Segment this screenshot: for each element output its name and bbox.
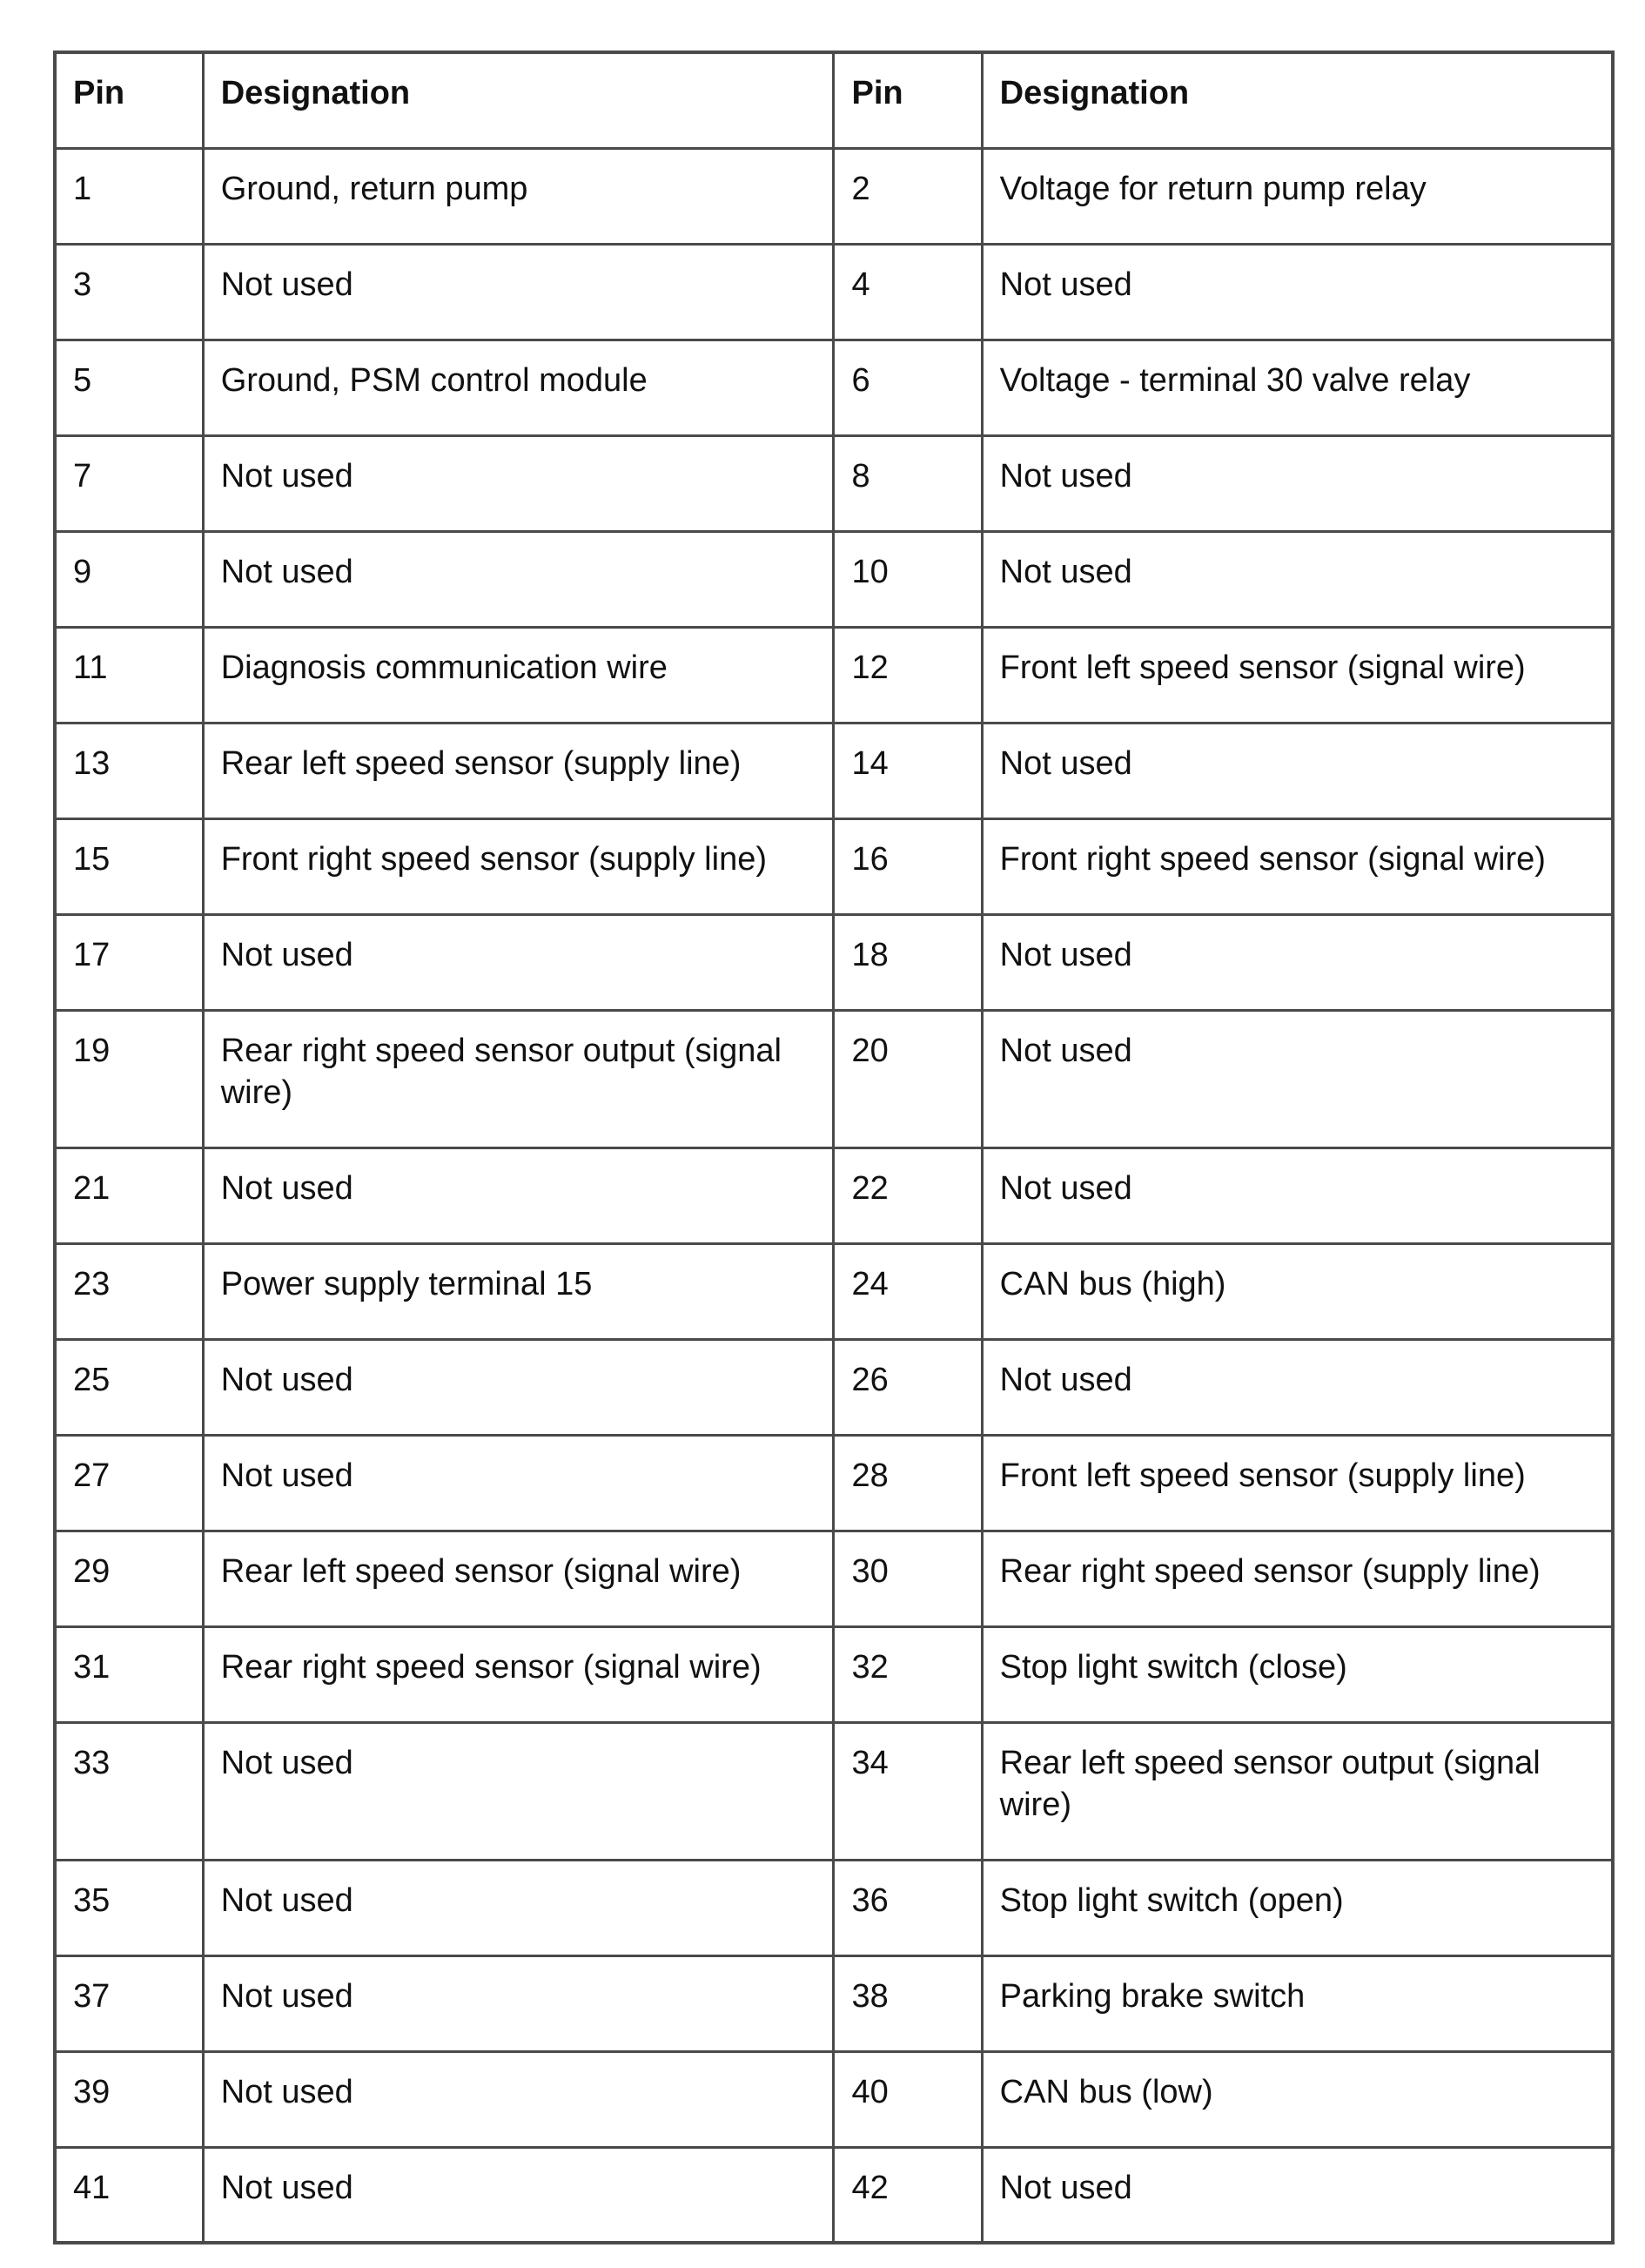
- designation-cell: Not used: [982, 914, 1613, 1010]
- pin-number-cell: 10: [834, 531, 982, 627]
- designation-cell: Not used: [203, 2147, 834, 2243]
- designation-cell: Rear right speed sensor (signal wire): [203, 1626, 834, 1722]
- designation-cell: Power supply terminal 15: [203, 1243, 834, 1339]
- table-row: [55, 914, 1613, 1010]
- table-row: [55, 1339, 1613, 1435]
- designation-cell: Diagnosis communication wire: [203, 627, 834, 723]
- table-row: [55, 1435, 1613, 1531]
- pin-number-cell: 2: [834, 148, 982, 244]
- designation-cell: Voltage - terminal 30 valve relay: [982, 340, 1613, 435]
- pin-number-cell: 32: [834, 1626, 982, 1722]
- pin-number-cell: 23: [55, 1243, 203, 1339]
- pin-number-cell: 14: [834, 723, 982, 818]
- pin-number-cell: 17: [55, 914, 203, 1010]
- pin-number-cell: 3: [55, 244, 203, 340]
- pin-number-cell: 27: [55, 1435, 203, 1531]
- pin-number-cell: 37: [55, 1955, 203, 2051]
- pin-number-cell: 11: [55, 627, 203, 723]
- designation-cell: Rear right speed sensor output (signal wire): [203, 1010, 834, 1147]
- pin-number-cell: 33: [55, 1722, 203, 1860]
- pin-number-cell: 7: [55, 435, 203, 531]
- table-row: [55, 1626, 1613, 1722]
- pin-number-cell: 22: [834, 1147, 982, 1243]
- pin-number-cell: 6: [834, 340, 982, 435]
- designation-cell: Ground, return pump: [203, 148, 834, 244]
- pin-number-cell: 30: [834, 1531, 982, 1626]
- designation-cell: Rear left speed sensor (signal wire): [203, 1531, 834, 1626]
- pin-number-cell: 8: [834, 435, 982, 531]
- table-row: [55, 627, 1613, 723]
- header-pin: Pin: [834, 52, 982, 148]
- pin-number-cell: 20: [834, 1010, 982, 1147]
- pin-number-cell: 13: [55, 723, 203, 818]
- designation-cell: Ground, PSM control module: [203, 340, 834, 435]
- table-row: [55, 723, 1613, 818]
- pin-number-cell: 26: [834, 1339, 982, 1435]
- pin-number-cell: 1: [55, 148, 203, 244]
- designation-cell: Not used: [203, 1339, 834, 1435]
- table-row: [55, 244, 1613, 340]
- designation-cell: Not used: [203, 914, 834, 1010]
- designation-cell: Parking brake switch: [982, 1955, 1613, 2051]
- table-row: [55, 531, 1613, 627]
- designation-cell: Not used: [203, 531, 834, 627]
- designation-cell: Rear left speed sensor (supply line): [203, 723, 834, 818]
- table-row: [55, 435, 1613, 531]
- pin-number-cell: 25: [55, 1339, 203, 1435]
- pin-number-cell: 39: [55, 2051, 203, 2147]
- designation-cell: Stop light switch (open): [982, 1860, 1613, 1955]
- designation-cell: Stop light switch (close): [982, 1626, 1613, 1722]
- designation-cell: Front right speed sensor (signal wire): [982, 818, 1613, 914]
- table-header-row: [55, 52, 1613, 148]
- designation-cell: Not used: [982, 2147, 1613, 2243]
- pin-number-cell: 21: [55, 1147, 203, 1243]
- pin-number-cell: 36: [834, 1860, 982, 1955]
- designation-cell: Voltage for return pump relay: [982, 148, 1613, 244]
- pin-number-cell: 34: [834, 1722, 982, 1860]
- designation-cell: Front right speed sensor (supply line): [203, 818, 834, 914]
- designation-cell: Rear right speed sensor (supply line): [982, 1531, 1613, 1626]
- pin-number-cell: 15: [55, 818, 203, 914]
- header-designation: Designation: [982, 52, 1613, 148]
- table-row: [55, 340, 1613, 435]
- pin-number-cell: 28: [834, 1435, 982, 1531]
- pin-number-cell: 16: [834, 818, 982, 914]
- pin-number-cell: 31: [55, 1626, 203, 1722]
- pin-number-cell: 4: [834, 244, 982, 340]
- table-row: [55, 2051, 1613, 2147]
- table-row: [55, 818, 1613, 914]
- pin-number-cell: 35: [55, 1860, 203, 1955]
- designation-cell: Not used: [982, 531, 1613, 627]
- designation-cell: Not used: [982, 723, 1613, 818]
- pin-number-cell: 41: [55, 2147, 203, 2243]
- pin-number-cell: 5: [55, 340, 203, 435]
- table-row: [55, 1860, 1613, 1955]
- designation-cell: Front left speed sensor (supply line): [982, 1435, 1613, 1531]
- designation-cell: Not used: [982, 1147, 1613, 1243]
- designation-cell: Not used: [982, 1339, 1613, 1435]
- table-row: [55, 1722, 1613, 1860]
- table-row: [55, 1243, 1613, 1339]
- pin-number-cell: 18: [834, 914, 982, 1010]
- pin-number-cell: 19: [55, 1010, 203, 1147]
- pin-number-cell: 12: [834, 627, 982, 723]
- designation-cell: Not used: [203, 1435, 834, 1531]
- designation-cell: Not used: [203, 244, 834, 340]
- header-pin: Pin: [55, 52, 203, 148]
- table-row: [55, 1531, 1613, 1626]
- designation-cell: Front left speed sensor (signal wire): [982, 627, 1613, 723]
- pin-number-cell: 9: [55, 531, 203, 627]
- designation-cell: Not used: [982, 244, 1613, 340]
- designation-cell: Rear left speed sensor output (signal wire): [982, 1722, 1613, 1860]
- designation-cell: Not used: [203, 1955, 834, 2051]
- table-row: [55, 1147, 1613, 1243]
- designation-cell: Not used: [203, 2051, 834, 2147]
- designation-cell: Not used: [203, 1860, 834, 1955]
- pin-number-cell: 29: [55, 1531, 203, 1626]
- pin-number-cell: 24: [834, 1243, 982, 1339]
- designation-cell: Not used: [203, 1722, 834, 1860]
- table-row: [55, 148, 1613, 244]
- designation-cell: CAN bus (low): [982, 2051, 1613, 2147]
- designation-cell: Not used: [203, 1147, 834, 1243]
- designation-cell: CAN bus (high): [982, 1243, 1613, 1339]
- table-row: [55, 2147, 1613, 2243]
- header-designation: Designation: [203, 52, 834, 148]
- pin-number-cell: 42: [834, 2147, 982, 2243]
- designation-cell: Not used: [982, 1010, 1613, 1147]
- pin-number-cell: 38: [834, 1955, 982, 2051]
- pin-number-cell: 40: [834, 2051, 982, 2147]
- designation-cell: Not used: [982, 435, 1613, 531]
- table-row: [55, 1955, 1613, 2051]
- pin-assignment-table: [53, 50, 1615, 2244]
- table-row: [55, 1010, 1613, 1147]
- designation-cell: Not used: [203, 435, 834, 531]
